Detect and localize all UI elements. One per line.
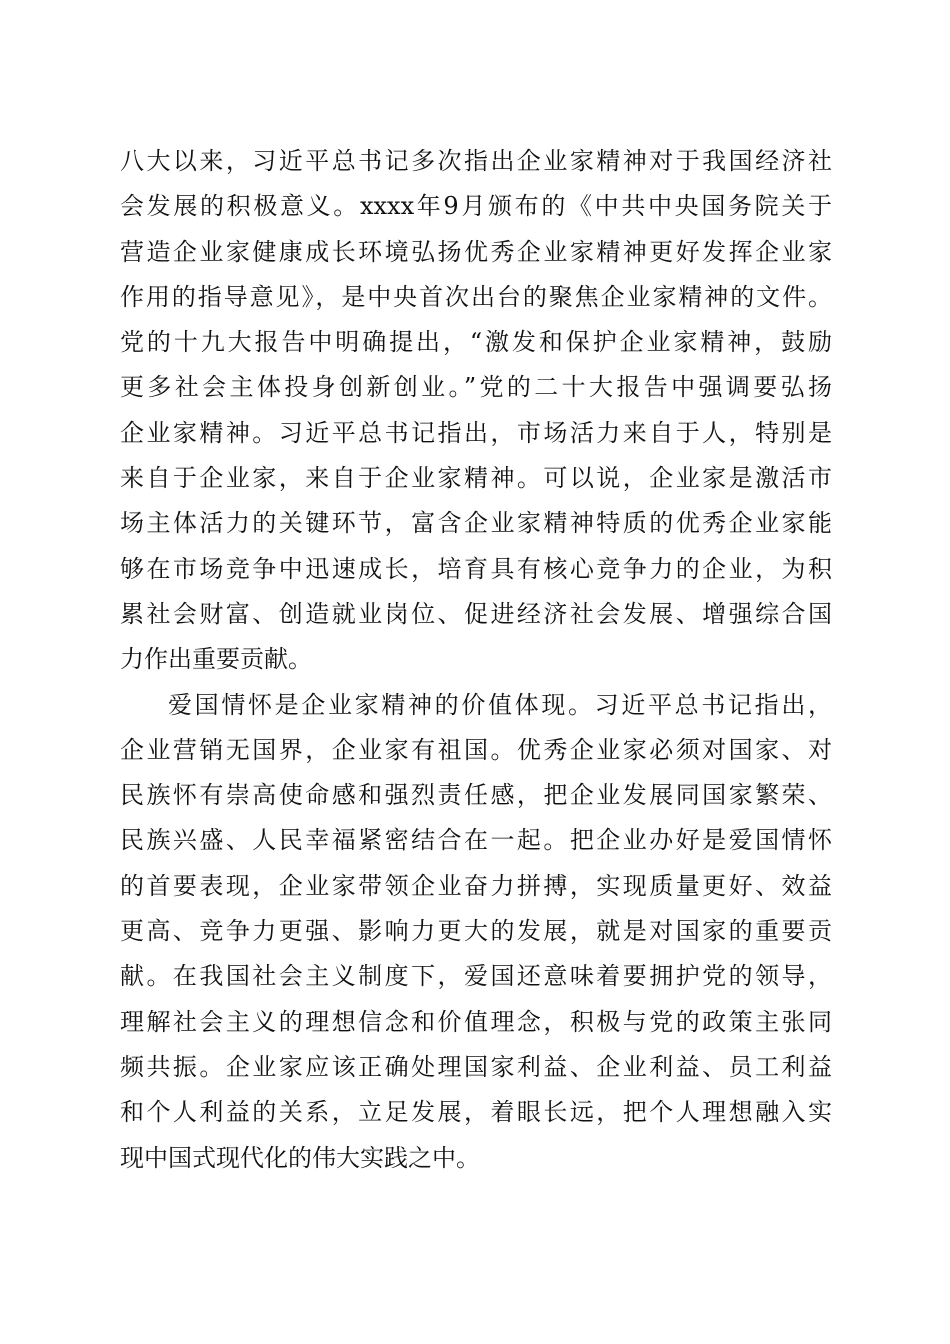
text-line: 企业家精神。习近平总书记指出，市场活力来自于人，特别是 [120, 418, 832, 447]
text-line: 爱国情怀是企业家精神的价值体现。习近平总书记指出， [168, 690, 832, 719]
text-line: 现中国式现代化的伟大实践之中。 [120, 1143, 480, 1172]
text-line: 民族兴盛、人民幸福紧密结合在一起。把企业办好是爱国情怀 [120, 826, 832, 855]
text-line: 作用的指导意见》，是中央首次出台的聚焦企业家精神的文件。 [120, 282, 832, 311]
paragraph [120, 139, 832, 683]
text-line: 来自于企业家，来自于企业家精神。可以说，企业家是激活市 [120, 464, 832, 493]
paragraph [120, 683, 832, 1181]
text-line: 理解社会主义的理想信念和价值理念，积极与党的政策主张同 [120, 1007, 832, 1036]
text-line: 的首要表现，企业家带领企业奋力拼搏，实现质量更好、效益 [120, 871, 832, 900]
text-line: 企业营销无国界，企业家有祖国。优秀企业家必须对国家、对 [120, 735, 832, 764]
text-line: 会发展的积极意义。xxxx年9月颁布的《中共中央国务院关于 [120, 192, 832, 221]
text-line: 和个人利益的关系，立足发展，着眼长远，把个人理想融入实 [120, 1098, 832, 1127]
text-line: 力作出重要贡献。 [120, 645, 312, 674]
text-line: 民族怀有崇高使命感和强烈责任感，把企业发展同国家繁荣、 [120, 781, 832, 810]
text-line: 累社会财富、创造就业岗位、促进经济社会发展、增强综合国 [120, 599, 832, 628]
text-line: 更高、竞争力更强、影响力更大的发展，就是对国家的重要贡 [120, 917, 832, 946]
text-line: 够在市场竞争中迅速成长，培育具有核心竞争力的企业，为积 [120, 554, 832, 583]
text-line: 营造企业家健康成长环境弘扬优秀企业家精神更好发挥企业家 [120, 237, 832, 266]
text-line: 八大以来，习近平总书记多次指出企业家精神对于我国经济社 [120, 147, 832, 175]
body-text [120, 139, 832, 1181]
text-line: 场主体活力的关键环节，富含企业家精神特质的优秀企业家能 [120, 509, 832, 538]
text-line: 党的十九大报告中明确提出，“激发和保护企业家精神，鼓励 [120, 328, 832, 357]
text-line: 献。在我国社会主义制度下，爱国还意味着要拥护党的领导， [120, 962, 832, 991]
text-line: 更多社会主体投身创新创业。”党的二十大报告中强调要弘扬 [120, 373, 832, 402]
text-line: 频共振。企业家应该正确处理国家利益、企业利益、员工利益 [120, 1052, 832, 1081]
